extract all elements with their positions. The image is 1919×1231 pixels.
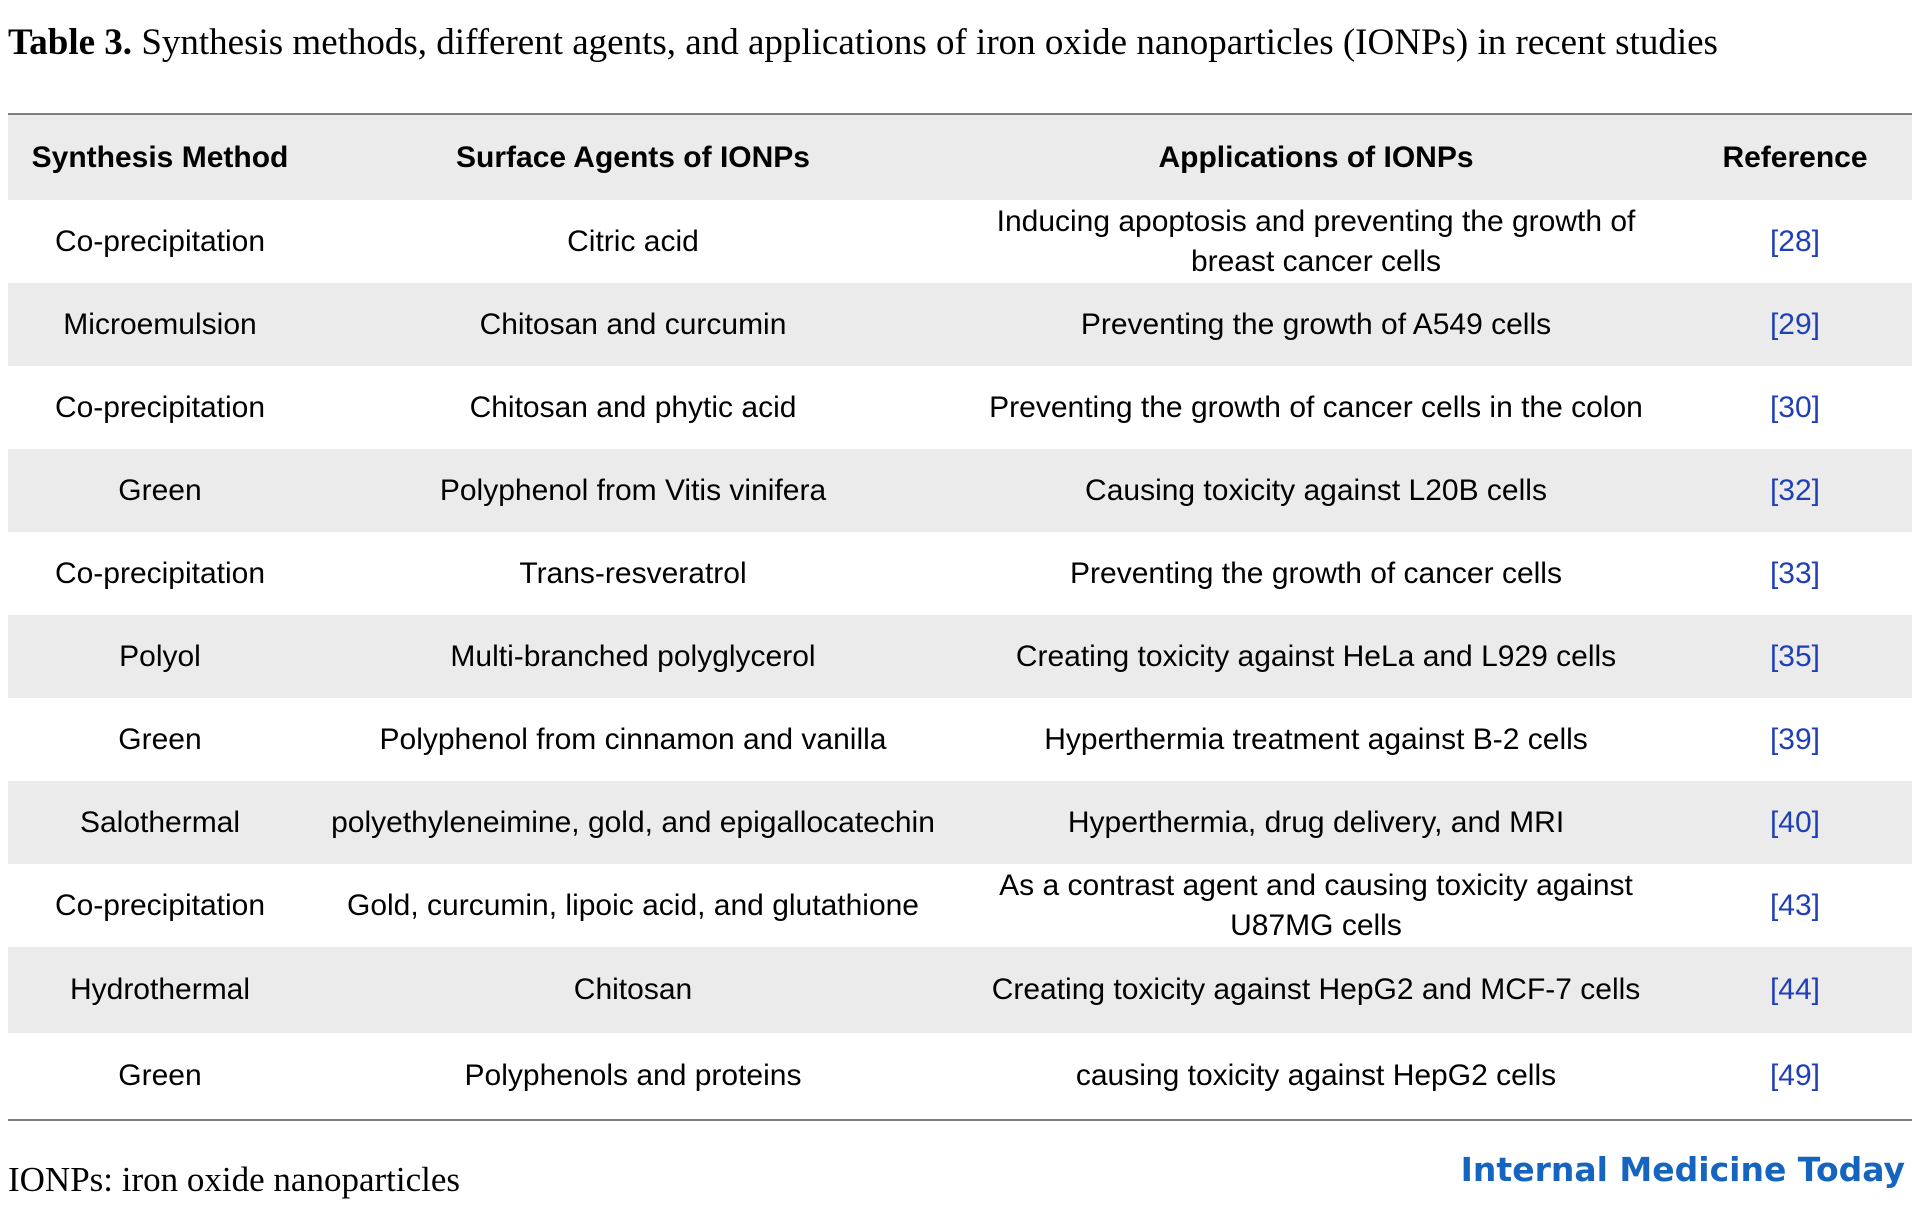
table-row [8,532,1912,615]
reference-link[interactable]: [35] [1769,639,1821,673]
cell-method: Microemulsion [8,283,312,366]
cell-method: Co-precipitation [54,556,266,590]
cell-method: Co-precipitation [54,888,266,922]
cell-agents: Chitosan and phytic acid [469,390,797,424]
reference-link[interactable]: [39] [1769,722,1821,756]
reference-link[interactable]: [33] [1769,556,1821,590]
cell-applications: Inducing apoptosis and preventing the growth of breast cancer cells [996,204,1636,278]
reference-link[interactable]: [40] [1769,805,1821,839]
cell-method: Green [8,449,312,532]
cell-agents: Citric acid [567,224,699,258]
cell-applications: causing toxicity against HepG2 cells [1075,1059,1557,1092]
cell-reference [1678,864,1912,947]
cell-reference [1678,781,1912,864]
cell-agents: Chitosan [312,947,954,1033]
table-row [8,781,1912,864]
cell-applications: Hyperthermia treatment against B-2 cells [1044,722,1588,756]
cell-method: Co-precipitation [54,390,266,424]
table-row [8,366,1912,449]
cell-reference [1678,532,1912,615]
table-row [8,615,1912,698]
cell-method: Hydrothermal [8,947,312,1033]
table-caption-label: Table 3. [8,22,133,63]
cell-agents: Multi-branched polyglycerol [312,615,954,698]
cell-method: Green [118,722,202,756]
table-body [8,200,1912,1120]
cell-agents: polyethyleneimine, gold, and epigallocatechin [312,781,954,864]
cell-method: Salothermal [8,781,312,864]
cell-method: Polyol [8,615,312,698]
reference-link[interactable]: [29] [1769,307,1821,341]
cell-reference [1678,1033,1912,1120]
header-surface-agents: Surface Agents of IONPs [312,114,954,200]
table-row [8,1033,1912,1120]
cell-applications: Preventing the growth of A549 cells [954,283,1678,366]
table-caption-text: Synthesis methods, different agents, and applications of iron oxide nanoparticles (IONPs) in recent studies [132,22,1718,63]
cell-reference [1678,449,1912,532]
cell-applications: Causing toxicity against L20B cells [954,449,1678,532]
header-synthesis-method: Synthesis Method [8,114,312,200]
cell-method: Green [118,1059,202,1092]
cell-applications: Creating toxicity against HeLa and L929 cells [954,615,1678,698]
cell-agents: Polyphenol from Vitis vinifera [312,449,954,532]
cell-reference [1678,698,1912,781]
reference-link[interactable]: [44] [1769,973,1821,1006]
header-row [8,114,1912,200]
reference-link[interactable]: [49] [1769,1059,1821,1092]
table-row [8,449,1912,532]
cell-agents: Chitosan and curcumin [312,283,954,366]
table-row [8,698,1912,781]
table-header [8,114,1912,200]
cell-agents: Polyphenols and proteins [464,1059,802,1092]
cell-reference [1678,283,1912,366]
cell-agents: Gold, curcumin, lipoic acid, and glutathione [347,888,919,922]
cell-applications: Hyperthermia, drug delivery, and MRI [954,781,1678,864]
data-table [8,113,1912,1121]
header-applications: Applications of IONPs [954,114,1678,200]
table-caption [8,18,1718,68]
cell-agents: Trans-resveratrol [519,556,747,590]
cell-reference [1678,200,1912,283]
cell-applications: Preventing the growth of cancer cells in the colon [989,390,1643,424]
cell-applications: Preventing the growth of cancer cells [1070,556,1562,590]
header-reference: Reference [1678,114,1912,200]
reference-link[interactable]: [28] [1769,224,1821,258]
table-row [8,283,1912,366]
cell-reference [1678,947,1912,1033]
cell-reference [1678,615,1912,698]
cell-method: Co-precipitation [54,224,266,258]
table-row [8,864,1912,947]
reference-link[interactable]: [32] [1769,473,1821,507]
cell-applications: Creating toxicity against HepG2 and MCF-7 cells [954,947,1678,1033]
table-footnote: IONPs: iron oxide nanoparticles [8,1160,460,1199]
reference-link[interactable]: [43] [1769,888,1821,922]
table-row [8,947,1912,1033]
cell-reference [1678,366,1912,449]
cell-applications: As a contrast agent and causing toxicity against U87MG cells [999,868,1633,942]
cell-agents: Polyphenol from cinnamon and vanilla [379,722,887,756]
table-row [8,200,1912,283]
journal-logo: Internal Medicine Today [1460,1150,1905,1189]
reference-link[interactable]: [30] [1769,390,1821,424]
